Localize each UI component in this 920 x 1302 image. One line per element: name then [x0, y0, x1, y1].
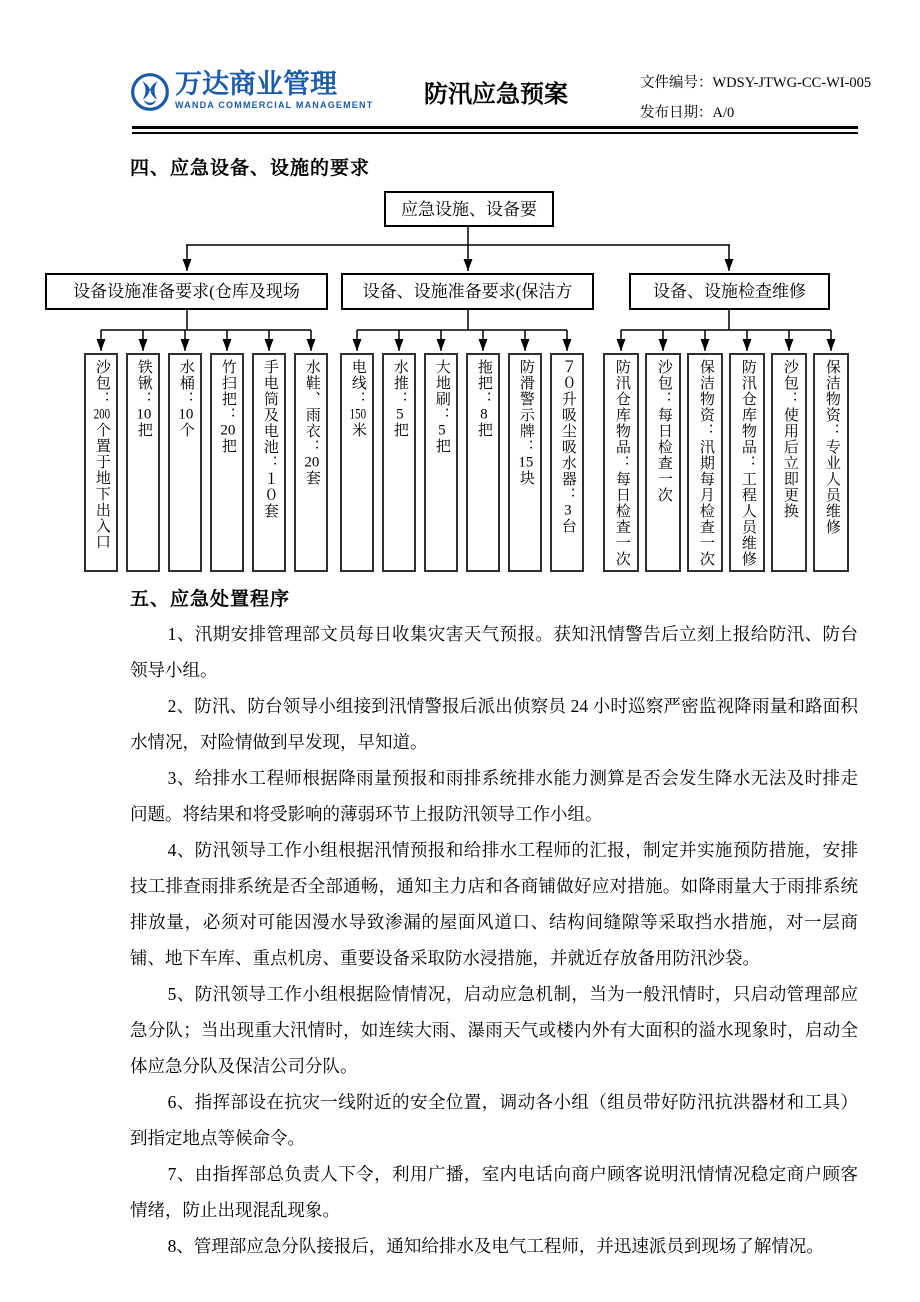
item-box — [771, 353, 807, 572]
item-text: 防汛仓库物品：每日检查一次 — [613, 359, 630, 567]
item-text: 水桶：10个 — [177, 359, 194, 438]
item-box — [252, 353, 286, 572]
item-box — [813, 353, 849, 572]
page-title: 防汛应急预案 — [424, 81, 568, 108]
org-chart — [0, 185, 920, 577]
item-text: 水鞋、雨衣：20套 — [303, 359, 320, 486]
item-text: 防滑警示牌：15块 — [517, 359, 534, 486]
item-box — [126, 353, 160, 572]
header-divider — [132, 126, 858, 134]
doc-number-row — [640, 68, 871, 98]
item-text: 沙包：使用后立即更换 — [781, 359, 798, 519]
procedure-paragraph-1: 1、汛期安排管理部文员每日收集灾害天气预报。获知汛情警告后立刻上报给防汛、防台领导小组。 — [130, 624, 858, 680]
section4-heading: 四、应急设备、设施的要求 — [130, 158, 371, 179]
item-text: 沙包：200个置于地下出入口 — [93, 359, 111, 550]
procedure-paragraph-4: 4、防汛领导工作小组根据汛情预报和给排水工程师的汇报，制定并实施预防措施，安排技工排查雨排系统是否全部通畅，通知主力店和各商铺做好应对措施。如降雨量大于雨排系统排放量，必须对可能因漫水导致渗漏的屋面风道口、结构间缝隙等采取挡水措施，对一层商铺、地下车库、重点机房、重要设备采取防水浸措施，并就近存放备用防汛沙袋。 — [130, 840, 858, 968]
procedure-paragraph-6: 6、指挥部设在抗灾一线附近的安全位置，调动各小组（组员带好防汛抗洪器材和工具）到指定地点等候命令。 — [130, 1092, 858, 1148]
wanda-logo — [130, 70, 373, 112]
item-box — [603, 353, 639, 572]
item-box — [729, 353, 765, 572]
section5-heading: 五、应急处置程序 — [130, 589, 291, 610]
item-box — [424, 353, 458, 572]
item-text: 保洁物资：专业人员维修 — [823, 359, 840, 535]
branch-box-cleaning — [341, 273, 594, 310]
item-box — [550, 353, 584, 572]
release-date-value: A/0 — [712, 105, 735, 121]
branch-label: 设备、设施准备要求(保洁方 — [362, 282, 573, 301]
item-text: 手电筒及电池：１０套 — [261, 359, 278, 519]
item-box — [645, 353, 681, 572]
item-box — [687, 353, 723, 572]
item-box — [382, 353, 416, 572]
procedure-paragraph-3: 3、给排水工程师根据降雨量预报和雨排系统排水能力测算是否会发生降水无法及时排走问题。将结果和将受影响的薄弱环节上报防汛领导工作小组。 — [130, 768, 858, 824]
branch-box-inspection — [629, 273, 830, 310]
item-box — [84, 353, 118, 572]
procedures-section — [130, 584, 858, 1264]
logo-en-text: WANDA COMMERCIAL MANAGEMENT — [175, 100, 374, 110]
procedure-paragraph-2: 2、防汛、防台领导小组接到汛情警报后派出侦察员 24 小时巡察严密监视降雨量和路面积水情况，对险情做到早发现，早知道。 — [130, 696, 858, 752]
doc-number-label: 文件编号： — [640, 75, 713, 91]
item-text: 大地刷：5把 — [433, 359, 450, 454]
item-box — [508, 353, 542, 572]
release-date-row — [640, 98, 871, 128]
chart-root-box — [384, 191, 554, 227]
branch-label: 设备、设施检查维修 — [653, 282, 806, 301]
procedure-paragraph-5: 5、防汛领导工作小组根据险情情况，启动应急机制，当为一般汛情时，只启动管理部应急分队；当出现重大汛情时，如连续大雨、瀑雨天气或楼内外有大面积的溢水现象时，启动全体应急分队及保洁公司分队。 — [130, 984, 858, 1076]
procedure-paragraph-7: 7、由指挥部总负责人下令，利用广播，室内电话向商户顾客说明汛情情况稳定商户顾客情绪，防止出现混乱现象。 — [130, 1164, 858, 1220]
item-box — [294, 353, 328, 572]
procedure-paragraph-8: 8、管理部应急分队接报后，通知给排水及电气工程师，并迅速派员到现场了解情况。 — [167, 1236, 824, 1256]
item-text: 铁锹：10把 — [135, 359, 152, 438]
logo-cn-text: 万达商业管理 — [175, 69, 337, 99]
item-box — [168, 353, 202, 572]
item-text: 水推：5把 — [391, 359, 408, 438]
item-box — [340, 353, 374, 572]
release-date-label: 发布日期： — [640, 105, 713, 121]
item-text: 拖把：8把 — [475, 359, 492, 438]
branch-label: 设备设施准备要求(仓库及现场 — [73, 282, 300, 301]
item-text: 防汛仓库物品：工程人员维修 — [739, 359, 756, 567]
branch-box-warehouse — [45, 273, 328, 310]
item-text: 电线：150米 — [349, 359, 367, 438]
doc-number-value: WDSY-JTWG-CC-WI-005 — [712, 75, 872, 91]
chart-root-label: 应急设施、设备要 — [401, 199, 537, 219]
item-text: 保洁物资：汛期每月检查一次 — [697, 359, 714, 567]
doc-info — [640, 68, 871, 128]
item-text: ７０升吸尘吸水器：3台 — [559, 359, 576, 534]
wanda-logo-icon — [130, 72, 170, 112]
item-text: 竹扫把：20把 — [219, 359, 236, 454]
item-box — [466, 353, 500, 572]
item-text: 沙包：每日检查一次 — [655, 359, 672, 503]
wanda-logo-text — [175, 70, 373, 110]
item-box — [210, 353, 244, 572]
